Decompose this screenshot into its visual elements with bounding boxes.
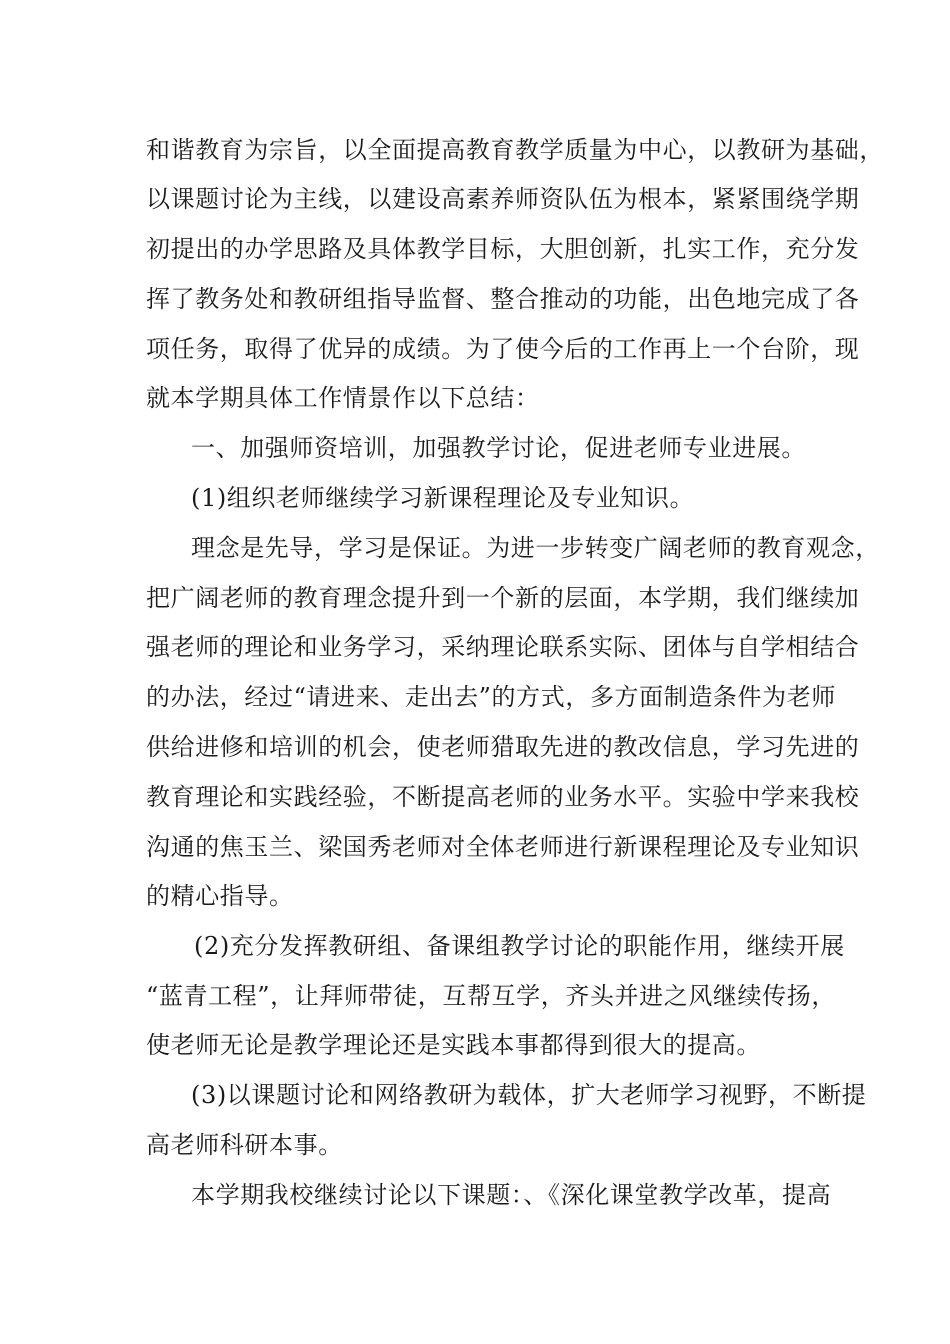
paragraph-line: 以课题讨论为主线，以建设高素养师资队伍为根本，紧紧围绕学期 bbox=[146, 185, 860, 213]
paragraph-line: 就本学期具体工作情景作以下总结： bbox=[146, 384, 540, 412]
paragraph-line: 使老师无论是教学理论还是实践本事都得到很大的提高。 bbox=[146, 1031, 761, 1059]
paragraph-line: “蓝青工程”，让拜师带徒，互帮互学，齐头并进之风继续传扬， bbox=[146, 982, 836, 1010]
subsection-heading: (3)以课题讨论和网络教研为载体，扩大老师学习视野，不断提 bbox=[191, 1081, 867, 1109]
paragraph-line: 高老师科研本事。 bbox=[146, 1131, 343, 1159]
paragraph-line: 供给进修和培训的机会，使老师猎取先进的教改信息，学习先进的 bbox=[146, 733, 860, 761]
paragraph-line: 把广阔老师的教育理念提升到一个新的层面，本学期，我们继续加 bbox=[146, 584, 860, 612]
subsection-heading: (2)充分发挥教研组、备课组教学讨论的职能作用，继续开展 bbox=[194, 932, 845, 960]
section-heading: 一、加强师资培训，加强教学讨论，促进老师专业进展。 bbox=[191, 434, 806, 462]
paragraph-line: 挥了教务处和教研组指导监督、整合推动的功能，出色地完成了各 bbox=[146, 285, 860, 313]
paragraph-line: 强老师的理论和业务学习，采纳理论联系实际、团体与自学相结合 bbox=[146, 633, 860, 661]
paragraph-line: 的办法，经过“请进来、走出去”的方式，多方面制造条件为老师 bbox=[146, 683, 836, 711]
paragraph-line: 本学期我校继续讨论以下课题：、《深化课堂教学改革，提高 bbox=[191, 1181, 832, 1209]
paragraph-line: 的精心指导。 bbox=[146, 882, 294, 910]
paragraph-line: 理念是先导，学习是保证。为进一步转变广阔老师的教育观念， bbox=[191, 534, 880, 562]
paragraph-line: 项任务，取得了优异的成绩。为了使今后的工作再上一个台阶，现 bbox=[146, 335, 860, 363]
paragraph-line: 沟通的焦玉兰、梁国秀老师对全体老师进行新课程理论及专业知识 bbox=[146, 833, 860, 861]
paragraph-line: 教育理论和实践经验，不断提高老师的业务水平。实验中学来我校 bbox=[146, 783, 860, 811]
subsection-heading: (1)组织老师继续学习新课程理论及专业知识。 bbox=[191, 484, 695, 512]
paragraph-line: 初提出的办学思路及具体教学目标，大胆创新，扎实工作，充分发 bbox=[146, 235, 860, 263]
paragraph-line: 和谐教育为宗旨，以全面提高教育教学质量为中心，以教研为基础， bbox=[146, 136, 884, 164]
